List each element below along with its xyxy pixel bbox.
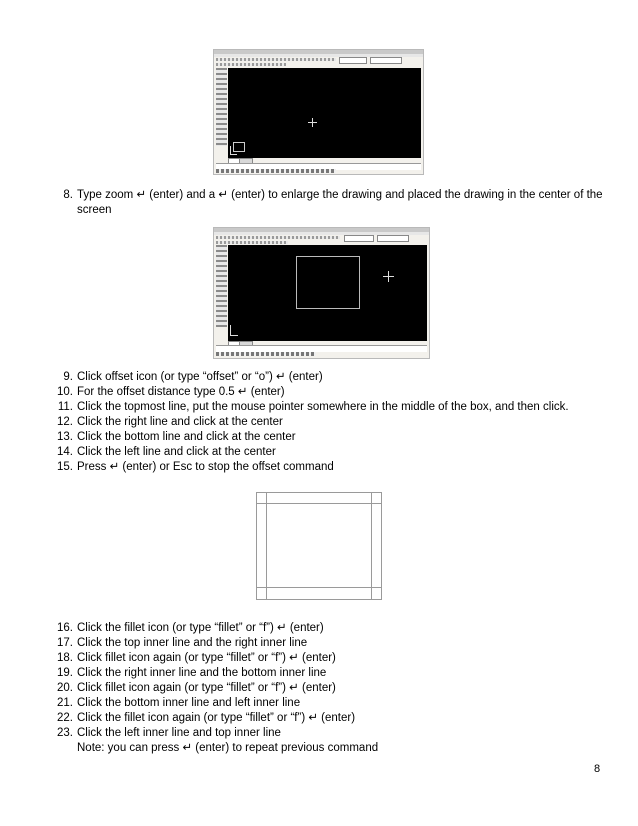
crosshair-v — [312, 118, 313, 127]
standard-toolbar — [216, 58, 336, 61]
step-number: 17. — [57, 637, 73, 649]
step-22 — [54, 711, 355, 726]
step-text: Click fillet icon again (or type “fillet” or “f”) ↵ (enter) — [77, 682, 336, 694]
step-number: 10. — [57, 386, 73, 398]
inner-left-line — [266, 493, 267, 599]
inner-bottom-line — [257, 587, 381, 588]
step-text: For the offset distance type 0.5 ↵ (enter) — [77, 386, 285, 398]
crosshair-v — [388, 271, 389, 282]
step-number: 21. — [57, 697, 73, 709]
step-number: 20. — [57, 682, 73, 694]
style-combo — [370, 57, 402, 64]
step-number: 19. — [57, 667, 73, 679]
note-text: Note: you can press ↵ (enter) to repeat previous command — [77, 742, 379, 754]
step-21 — [54, 696, 300, 711]
step-number: 8. — [63, 189, 73, 201]
step-text: Click the left line and click at the center — [77, 446, 276, 458]
page-number: 8 — [594, 763, 601, 775]
step-number: 13. — [57, 431, 73, 443]
standard-toolbar — [216, 236, 340, 239]
step-text: Click the right inner line and the bottom inner line — [77, 667, 327, 679]
step-number: 15. — [57, 461, 73, 473]
layer-combo — [344, 235, 374, 242]
step-text: Click the top inner line and the right inner line — [77, 637, 308, 649]
step-15 — [54, 460, 334, 475]
step-number: 22. — [57, 712, 73, 724]
draw-toolbar — [216, 68, 227, 146]
autocad-screenshot-2 — [213, 227, 430, 359]
step-number: 9. — [63, 371, 73, 383]
style-combo — [377, 235, 409, 242]
inner-right-line — [371, 493, 372, 599]
step-number: 23. — [57, 727, 73, 739]
step-12 — [54, 415, 283, 430]
properties-toolbar — [216, 63, 286, 66]
step-9 — [54, 370, 323, 385]
step-text: Click the bottom inner line and left inner line — [77, 697, 301, 709]
status-bar — [216, 352, 316, 356]
drawing-rectangle — [296, 256, 360, 309]
step-text: Click offset icon (or type “offset” or “o”) ↵ (enter) — [77, 371, 323, 383]
autocad-screenshot-1 — [213, 49, 424, 175]
step-16 — [54, 621, 324, 636]
step-text: Click fillet icon again (or type “fillet” or “f”) ↵ (enter) — [77, 652, 336, 664]
step-14 — [54, 445, 276, 460]
drawing-canvas — [228, 68, 421, 158]
step-text: Click the fillet icon again (or type “fillet” or “f”) ↵ (enter) — [77, 712, 356, 724]
step-text: Click the left inner line and top inner line — [77, 727, 281, 739]
step-18 — [54, 651, 336, 666]
step-text: Click the bottom line and click at the center — [77, 431, 296, 443]
step-text: Click the right line and click at the center — [77, 416, 283, 428]
drawing-canvas — [228, 245, 427, 341]
command-line — [216, 345, 427, 352]
step-text: Click the fillet icon (or type “fillet” or “f”) ↵ (enter) — [77, 622, 324, 634]
step-19 — [54, 666, 326, 681]
step-11 — [54, 400, 569, 415]
step-20 — [54, 681, 336, 696]
step-text: Type zoom ↵ (enter) and a ↵ (enter) to enlarge the drawing and placed the drawing in the center of the screen — [77, 189, 603, 216]
inner-top-line — [257, 503, 381, 504]
step-text: Click the topmost line, put the mouse pointer somewhere in the middle of the box, and then click. — [77, 401, 569, 413]
step-8 — [54, 188, 607, 218]
properties-toolbar — [216, 241, 288, 244]
step-number: 18. — [57, 652, 73, 664]
ucs-icon — [230, 325, 238, 336]
offset-box-figure — [256, 492, 382, 600]
step-number: 16. — [57, 622, 73, 634]
step-13 — [54, 430, 296, 445]
step-text: Press ↵ (enter) or Esc to stop the offset command — [77, 461, 334, 473]
note — [54, 741, 378, 756]
step-number: 12. — [57, 416, 73, 428]
step-17 — [54, 636, 307, 651]
ucs-icon — [230, 146, 237, 155]
step-10 — [54, 385, 285, 400]
status-bar — [216, 169, 336, 173]
step-number: 14. — [57, 446, 73, 458]
layer-combo — [339, 57, 367, 64]
step-23 — [54, 726, 281, 741]
draw-toolbar — [216, 245, 227, 327]
step-number: 11. — [57, 401, 73, 413]
